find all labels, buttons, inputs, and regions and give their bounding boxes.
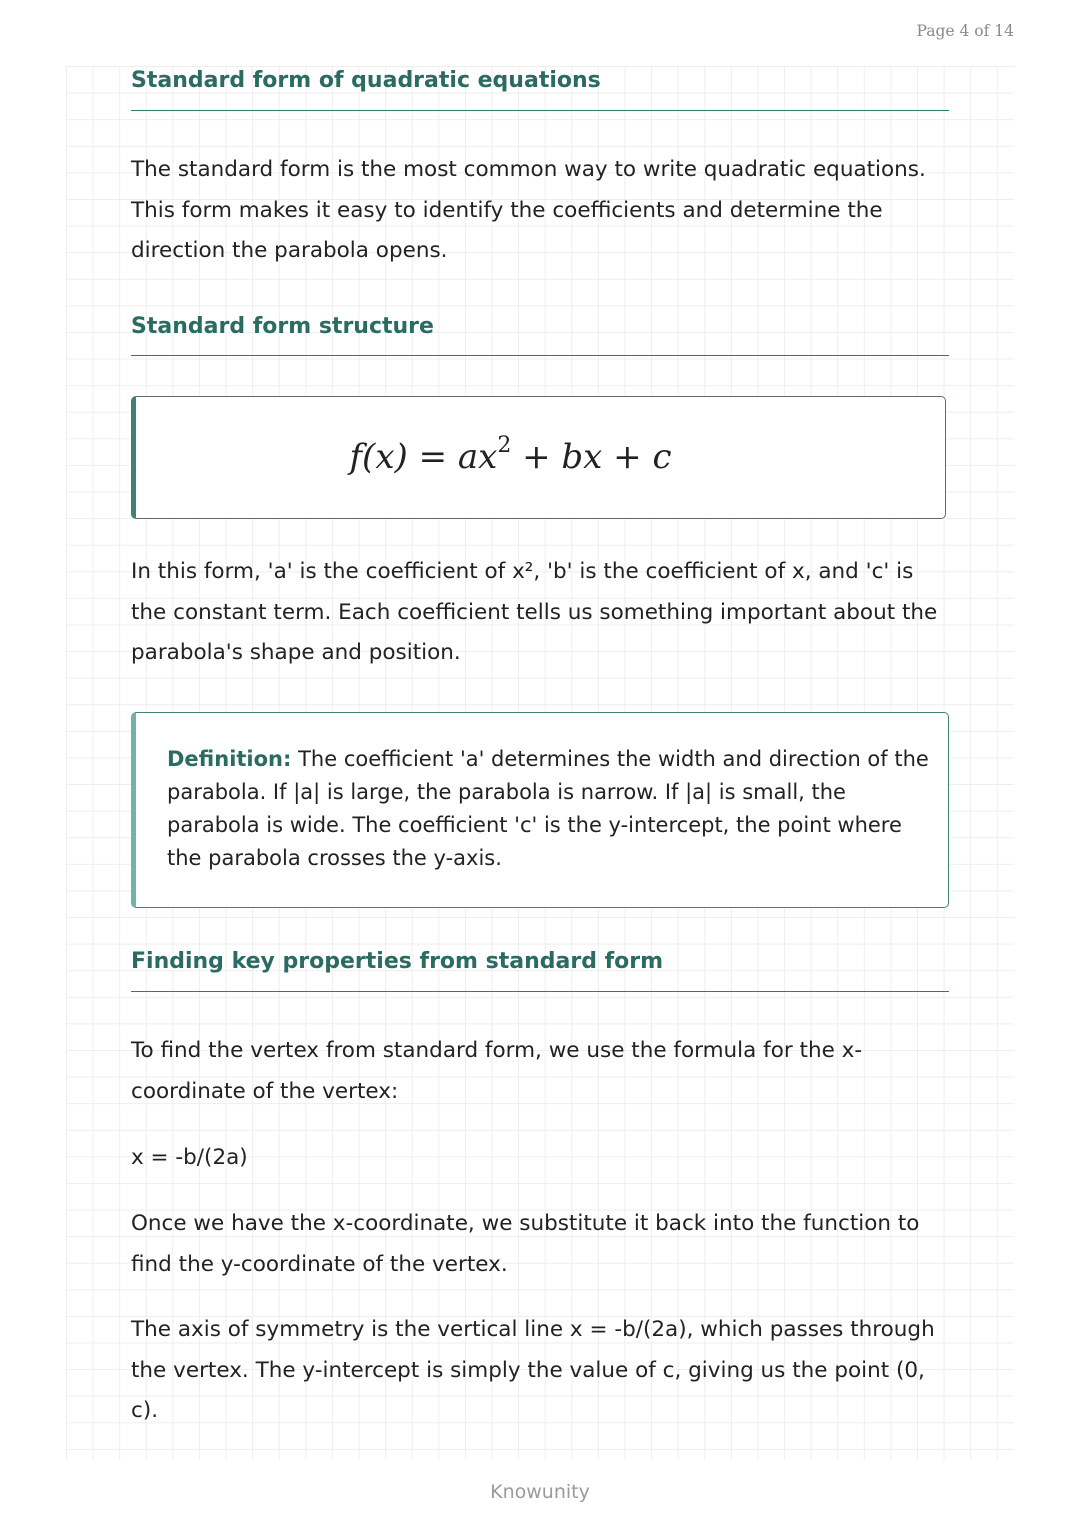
formula-main: f(x) = ax [349,437,498,477]
heading-divider [131,991,949,992]
formula-exponent: 2 [497,433,512,458]
formula-tail: + bx + c [511,437,672,477]
coefficient-paragraph: In this form, 'a' is the coefficient of x², 'b' is the coefficient of x, and 'c' is the constant term. Each coefficient tells us something important about the parabola's shape and position. [131,559,938,666]
heading-structure: Standard form structure [131,314,434,339]
definition-text [167,743,937,875]
axis-paragraph: The axis of symmetry is the vertical line x = -b/(2a), which passes through the vertex. The y-intercept is simply the value of c, giving us the point (0, c). [131,1317,935,1424]
formula-box [131,396,946,519]
substitute-paragraph: Once we have the x-coordinate, we substitute it back into the function to find the y-coordinate of the vertex. [131,1211,920,1277]
vertex-paragraph: To find the vertex from standard form, we use the formula for the x-coordinate of the vertex: [131,1038,863,1104]
definition-body: The coefficient 'a' determines the width and direction of the parabola. If |a| is large, the parabola is narrow. If |a| is small, the parabola is wide. The coefficient 'c' is the y-intercept, the point where the parabola crosses the y-axis. [167,747,929,870]
heading-key-properties: Finding key properties from standard form [131,949,664,974]
vertex-formula: x = -b/(2a) [131,1145,248,1170]
page-number: Page 4 of 14 [916,22,1014,40]
standard-form-formula [136,433,945,477]
heading-divider [131,110,949,111]
definition-box [131,712,949,908]
definition-label: Definition: [167,747,292,771]
heading-standard-form: Standard form of quadratic equations [131,68,601,93]
footer-brand: Knowunity [490,1481,590,1503]
heading-divider [131,355,949,356]
intro-paragraph: The standard form is the most common way to write quadratic equations. This form makes it easy to identify the coefficients and determine the direction the parabola opens. [131,157,926,264]
